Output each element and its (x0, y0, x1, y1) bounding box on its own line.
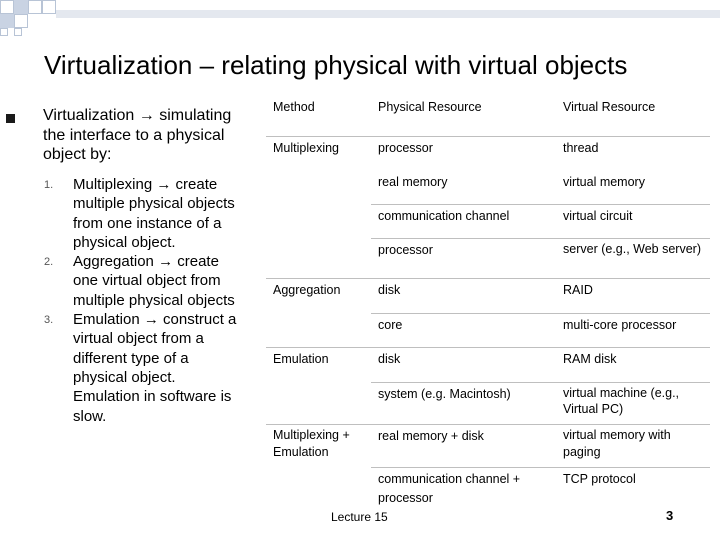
table-cell (266, 382, 371, 425)
lead-bullet-text: Virtualization → simulating the interface to a physical object by: (43, 107, 232, 163)
table-row (266, 171, 710, 204)
numbered-list (44, 175, 244, 426)
slide-footer: Lecture 15 (331, 510, 388, 524)
table-cell (266, 238, 371, 279)
decorative-rule (56, 10, 720, 18)
table-row (266, 348, 710, 383)
table-cell (266, 313, 371, 348)
page-number: 3 (666, 508, 674, 523)
slide-title: Virtualization – relating physical with virtual objects (44, 50, 628, 80)
table-row (266, 137, 710, 172)
table-cell: virtual circuit (556, 204, 710, 238)
table-cell: disk (371, 348, 556, 383)
table-cell: RAM disk (556, 348, 710, 383)
table-cell: Emulation (266, 348, 371, 383)
list-item-text: Multiplexing → create multiple physical objects from one instance of a physical object. (73, 176, 235, 251)
table-cell: real memory (378, 175, 448, 189)
table-row (266, 238, 710, 279)
list-item-text: Emulation → construct a virtual object from a different type of a physical object. Emulation in software is slow. (73, 311, 237, 425)
table-cell: virtual memory (563, 175, 645, 189)
decorative-square (14, 28, 22, 36)
list-item (44, 175, 244, 252)
table-cell (266, 467, 371, 509)
table-cell: TCP protocol (556, 467, 710, 509)
table-cell: Multiplexing (266, 137, 371, 172)
decorative-square (28, 0, 42, 14)
list-item-number: 1. (44, 179, 54, 191)
table-row (266, 279, 710, 314)
table-cell: thread (556, 137, 710, 172)
list-item-text: Aggregation → create one virtual object from multiple physical objects (73, 253, 235, 309)
decorative-square (14, 0, 28, 14)
decorative-square (14, 14, 28, 28)
table-header-row (266, 96, 710, 137)
table-row (266, 313, 710, 348)
table-row (266, 467, 710, 509)
table-cell: multi-core processor (556, 313, 710, 348)
table-row (266, 382, 710, 425)
table-cell (266, 171, 371, 204)
decorative-square (0, 0, 14, 14)
table-cell: real memory + disk (371, 425, 556, 468)
table-header-cell: Virtual Resource (563, 100, 656, 114)
table-cell: virtual machine (e.g., Virtual PC) (556, 382, 710, 425)
table-cell: communication channel + processor (371, 467, 556, 509)
table-cell: disk (371, 279, 556, 314)
decorative-square (0, 14, 14, 28)
table-cell: communication channel (371, 204, 556, 238)
table-row (266, 204, 710, 238)
table-cell: Aggregation (266, 279, 371, 314)
virtualization-table (266, 96, 710, 509)
square-bullet-icon (6, 114, 15, 123)
decorative-square (0, 28, 8, 36)
list-item-number: 2. (44, 256, 54, 269)
table-cell: virtual memory with paging (556, 425, 710, 468)
table-cell: processor (371, 238, 556, 279)
decorative-header-band (0, 0, 720, 36)
table-cell: processor (371, 137, 556, 172)
table-cell: Multiplexing + Emulation (266, 425, 371, 468)
table-row (266, 425, 710, 468)
decorative-square (42, 0, 56, 14)
list-item-number: 3. (44, 314, 54, 327)
list-item (44, 252, 244, 310)
table-header-cell: Physical Resource (378, 100, 482, 114)
table-cell: RAID (556, 279, 710, 314)
table-cell: server (e.g., Web server) (556, 238, 710, 279)
table-cell: core (371, 313, 556, 348)
table-cell: system (e.g. Macintosh) (371, 382, 556, 425)
table-cell (266, 204, 371, 238)
table-header-cell: Method (273, 100, 315, 114)
list-item (44, 310, 244, 426)
